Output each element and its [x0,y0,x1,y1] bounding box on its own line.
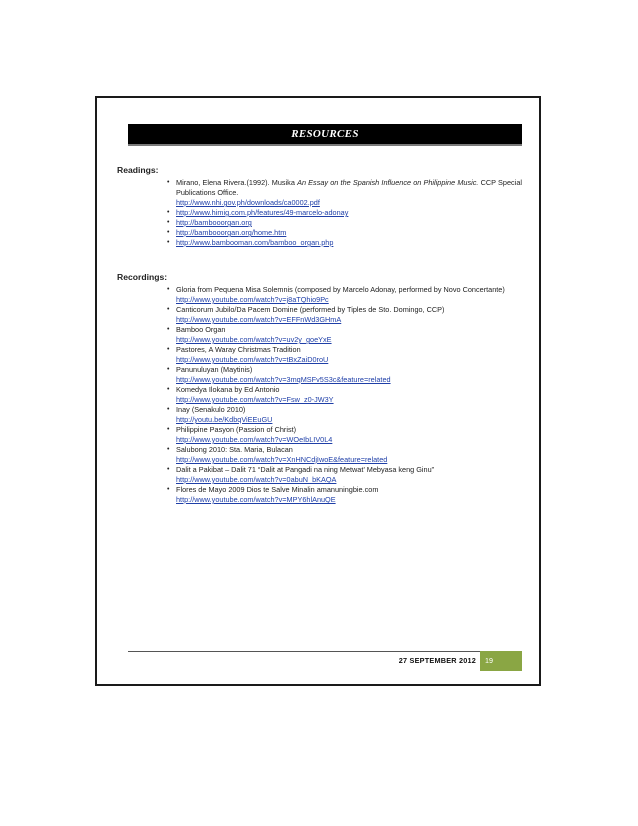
recording-title: Inay (Senakulo 2010) [176,405,246,414]
bullet-icon: • [167,209,170,216]
bullet-icon: • [167,466,170,473]
list-item [167,365,522,385]
list-item [167,445,522,465]
list-item [167,405,522,425]
bullet-icon: • [167,426,170,433]
list-item [167,425,522,445]
footer-date: 27 SEPTEMBER 2012 [398,656,476,665]
recording-title: Flores de Mayo 2009 Dios te Salve Minalin amanuningbie.com [176,485,379,494]
list-item [167,465,522,485]
readings-list [167,178,522,248]
citation-publisher: CCP Special Publications Office. [176,178,522,197]
resources-title: RESOURCES [128,124,522,146]
recording-title: Panunuluyan (Maytinis) [176,365,253,374]
recording-title: Canticorum Jubilo/Da Pacem Domine (performed by Tiples de Sto. Domingo, CCP) [176,305,445,314]
bullet-icon: • [167,286,170,293]
list-item [167,285,522,305]
list-item [167,228,522,238]
recording-title: Salubong 2010: Sta. Maria, Bulacan [176,445,293,454]
recordings-list [167,285,522,505]
recordings-heading: Recordings: [117,272,168,282]
bullet-icon: • [167,346,170,353]
reading-link[interactable]: http://bambooorgan.org/home.htm [176,228,287,237]
list-item [167,208,522,218]
page-number: 19 [480,651,522,671]
readings-heading: Readings: [117,165,159,175]
reading-citation [176,178,522,198]
bullet-icon: • [167,239,170,246]
bullet-icon: • [167,486,170,493]
reading-link[interactable]: http://www.bambooman.com/bamboo_organ.php [176,238,334,247]
recording-link[interactable]: http://www.youtube.com/watch?v=Fsw_z0-JW3Y [176,395,334,404]
recording-link[interactable]: http://www.youtube.com/watch?v=uv2y_goeYxE [176,335,332,344]
recording-link[interactable]: http://www.youtube.com/watch?v=MPY6hlAnuQE [176,495,336,504]
list-item [167,325,522,345]
list-item [167,305,522,325]
reading-link[interactable]: http://www.nhi.gov.ph/downloads/ca0002.pdf [176,198,320,207]
list-item [167,345,522,365]
citation-title: An Essay on the Spanish Influence on Philippine Music. [297,178,479,187]
bullet-icon: • [167,366,170,373]
bullet-icon: • [167,386,170,393]
recording-link[interactable]: http://www.youtube.com/watch?v=XnHNCdjIwoE&feature=related [176,455,388,464]
footer-divider [128,651,522,652]
recording-title: Komedya Ilokana by Ed Antonio [176,385,280,394]
bullet-icon: • [167,179,170,186]
bullet-icon: • [167,446,170,453]
recording-link[interactable]: http://www.youtube.com/watch?v=0abuN_bKAQA [176,475,337,484]
reading-link[interactable]: http://www.himig.com.ph/features/49-marcelo-adonay [176,208,349,217]
recording-link[interactable]: http://www.youtube.com/watch?v=WOeIbLIV0L4 [176,435,333,444]
recording-link[interactable]: http://www.youtube.com/watch?v=EFFnWd3GHmA [176,315,342,324]
reading-link[interactable]: http://bambooorgan.org [176,218,252,227]
bullet-icon: • [167,306,170,313]
list-item [167,385,522,405]
recording-link[interactable]: http://www.youtube.com/watch?v=3mqMSFv5S3c&feature=related [176,375,391,384]
recording-title: Philippine Pasyon (Passion of Christ) [176,425,297,434]
citation-author: Mirano, Elena Rivera.(1992). Musika [176,178,298,187]
list-item [167,218,522,228]
list-item [167,178,522,208]
recording-link[interactable]: http://www.youtube.com/watch?v=tBxZaiD0roU [176,355,329,364]
list-item [167,238,522,248]
bullet-icon: • [167,406,170,413]
bullet-icon: • [167,219,170,226]
recording-title: Gloria from Pequena Misa Solemnis (composed by Marcelo Adonay, performed by Novo Concertante) [176,285,505,294]
recording-link[interactable]: http://youtu.be/KdbqViEEuGU [176,415,273,424]
bullet-icon: • [167,229,170,236]
recording-title: Dalit a Pakibat – Dalit 71 “Dalit at Pangadi na ning Metwat’ Mebyasa keng Ginu” [176,465,435,474]
list-item [167,485,522,505]
recording-title: Bamboo Organ [176,325,226,334]
recording-title: Pastores, A Waray Christmas Tradition [176,345,301,354]
bullet-icon: • [167,326,170,333]
recording-link[interactable]: http://www.youtube.com/watch?v=j8aTQhio9Pc [176,295,329,304]
